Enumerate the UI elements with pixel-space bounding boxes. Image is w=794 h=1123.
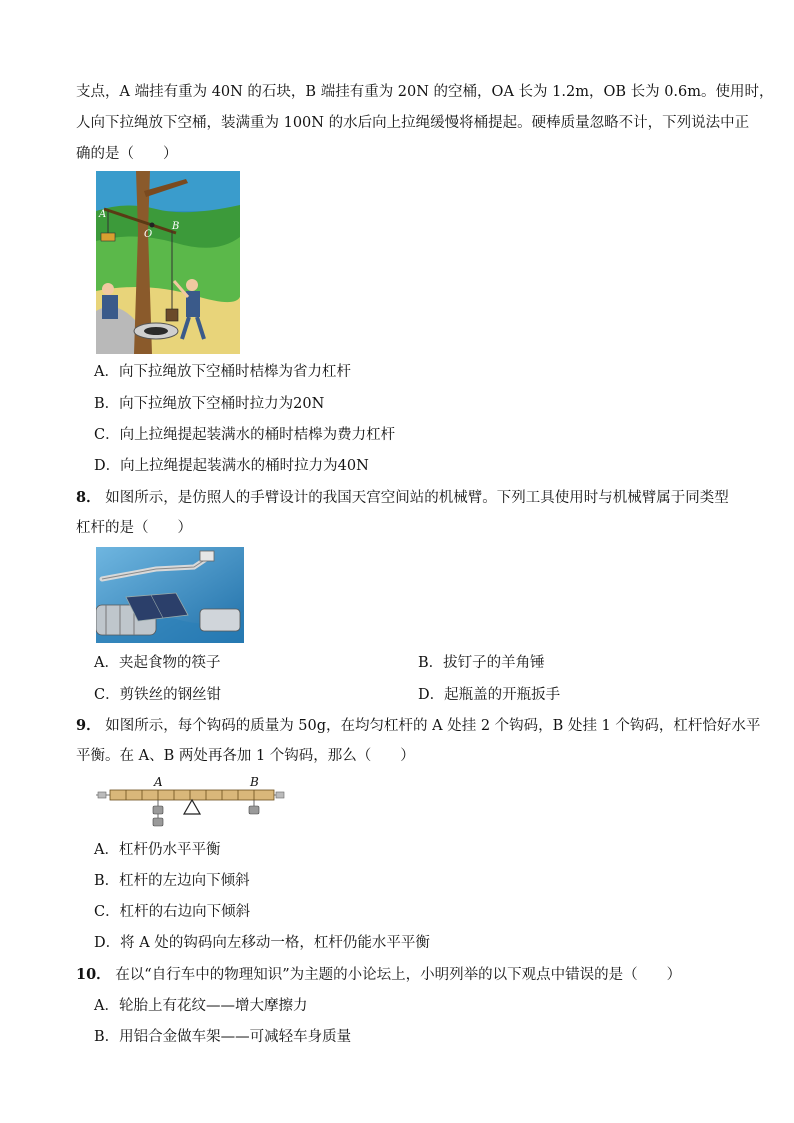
q7-option-a[interactable]: A．向下拉绳放下空桶时桔槔为省力杠杆 [94,364,351,380]
q9-number: 9． [76,717,101,734]
q10-number: 10． [76,966,111,983]
q7-stem-line-3: 确的是（ ） [76,146,178,162]
label-b: B [250,775,259,789]
q8-number: 8． [76,489,101,506]
label-o: O [144,229,153,240]
q9-option-a[interactable]: A．杠杆仍水平平衡 [94,842,221,858]
robotic-arm-illustration [96,547,244,643]
q9-option-c[interactable]: C．杠杆的右边向下倾斜 [94,904,251,920]
q8-option-c[interactable]: C．剪铁丝的钢丝钳 [94,687,222,703]
q8-stem-line-2: 杠杆的是（ ） [76,520,192,536]
q8-stem-line-1 [76,488,729,508]
q7-option-c[interactable]: C．向上拉绳提起装满水的桶时桔槔为费力杠杆 [94,427,396,443]
q10-stem-text: 在以“自行车中的物理知识”为主题的小论坛上，小明列举的以下观点中错误的是（ ） [115,967,682,983]
q10-option-b[interactable]: B．用铝合金做车架——可减轻车身质量 [94,1029,352,1045]
q10-stem-line-1 [76,965,681,985]
q9-option-d[interactable]: D．将 A 处的钩码向左移动一格，杠杆仍能水平平衡 [94,935,430,951]
well-sweep-illustration [96,171,240,354]
q10-option-a[interactable]: A．轮胎上有花纹——增大摩擦力 [94,998,308,1014]
q7-option-d[interactable]: D．向上拉绳提起装满水的桶时拉力为40N [94,458,369,474]
q8-option-d[interactable]: D．起瓶盖的开瓶扳手 [418,687,561,703]
lever-diagram [94,774,290,832]
label-b: B [172,221,180,232]
q9-stem-text: 如图所示，每个钩码的质量为 50g，在均匀杠杆的 A 处挂 2 个钩码，B 处挂 1 个钩码，杠杆恰好水平 [105,718,761,734]
q9-stem-line-1 [76,716,760,736]
label-a: A [99,209,107,220]
q7-option-b[interactable]: B．向下拉绳放下空桶时拉力为20N [94,396,325,412]
q8-option-a[interactable]: A．夹起食物的筷子 [94,655,221,671]
q9-stem-line-2: 平衡。在 A、B 两处再各加 1 个钩码，那么（ ） [76,748,415,764]
q8-option-b[interactable]: B．拔钉子的羊角锤 [418,655,545,671]
q7-stem-line-1: 支点，A 端挂有重为 40N 的石块，B 端挂有重为 20N 的空桶，OA 长为 1.2m，OB 长为 0.6m。使用时， [76,84,774,100]
q8-stem-text: 如图所示，是仿照人的手臂设计的我国天宫空间站的机械臂。下列工具使用时与机械臂属于同类型 [105,490,729,506]
q9-option-b[interactable]: B．杠杆的左边向下倾斜 [94,873,250,889]
label-a: A [154,775,163,789]
q7-stem-line-2: 人向下拉绳放下空桶，装满重为 100N 的水后向上拉绳缓慢将桶提起。硬棒质量忽略不计，下列说法中正 [76,115,750,131]
